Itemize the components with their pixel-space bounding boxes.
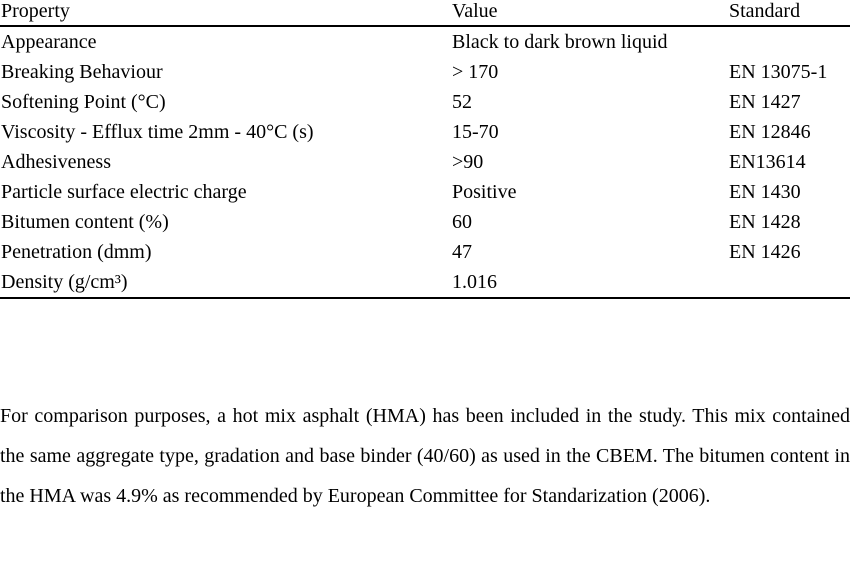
header-property: Property: [0, 0, 451, 26]
cell-value: 47: [452, 241, 472, 263]
body-paragraph: For comparison purposes, a hot mix asphalt (HMA) has been included in the study. This mix contained the same aggregate type, gradation and base binder (40/60) as used in the CBEM. The bitumen content in the HMA was 4.9% as recommended by European Committee for Standarization (2006).: [0, 405, 850, 507]
cell-property: Viscosity - Efflux time 2mm - 40°C (s): [1, 121, 314, 143]
cell-property: Density (g/cm³): [0, 267, 451, 298]
cell-standard: EN 1430: [729, 181, 801, 203]
cell-standard: [728, 26, 850, 57]
cell-standard: EN13614: [729, 151, 806, 173]
table-row: [0, 147, 850, 177]
cell-value: 60: [452, 211, 472, 233]
cell-value: 52: [452, 91, 472, 113]
table-row: [0, 87, 850, 117]
cell-value: >90: [452, 151, 484, 173]
cell-value: Black to dark brown liquid: [452, 31, 668, 53]
cell-standard: [728, 267, 850, 298]
header-standard: Standard: [728, 0, 850, 26]
header-value: Value: [451, 0, 728, 26]
cell-value: > 170: [452, 61, 499, 83]
table-row: [0, 26, 850, 57]
cell-standard: EN 1427: [729, 91, 801, 113]
cell-standard: EN 13075-1: [729, 61, 828, 83]
cell-property: Appearance: [1, 31, 97, 53]
cell-value: 1.016: [451, 267, 728, 298]
header-row: [0, 0, 850, 26]
table-row: [0, 57, 850, 87]
cell-value: 15-70: [452, 121, 499, 143]
table-body: [0, 26, 850, 298]
cell-property: Adhesiveness: [1, 151, 111, 173]
cell-property: Breaking Behaviour: [1, 61, 163, 83]
table-row: [0, 207, 850, 237]
cell-standard: EN 1426: [729, 241, 801, 263]
table-row: [0, 267, 850, 298]
cell-property: Bitumen content (%): [1, 211, 169, 233]
cell-property: Softening Point (°C): [1, 91, 166, 113]
cell-property: Penetration (dmm): [1, 241, 152, 263]
table-row: [0, 237, 850, 267]
table-row: [0, 117, 850, 147]
table-row: [0, 177, 850, 207]
cell-standard: EN 1428: [729, 211, 801, 233]
cell-value: Positive: [452, 181, 517, 203]
cell-property: Particle surface electric charge: [1, 181, 247, 203]
cell-standard: EN 12846: [729, 121, 811, 143]
table-header: [0, 0, 850, 26]
